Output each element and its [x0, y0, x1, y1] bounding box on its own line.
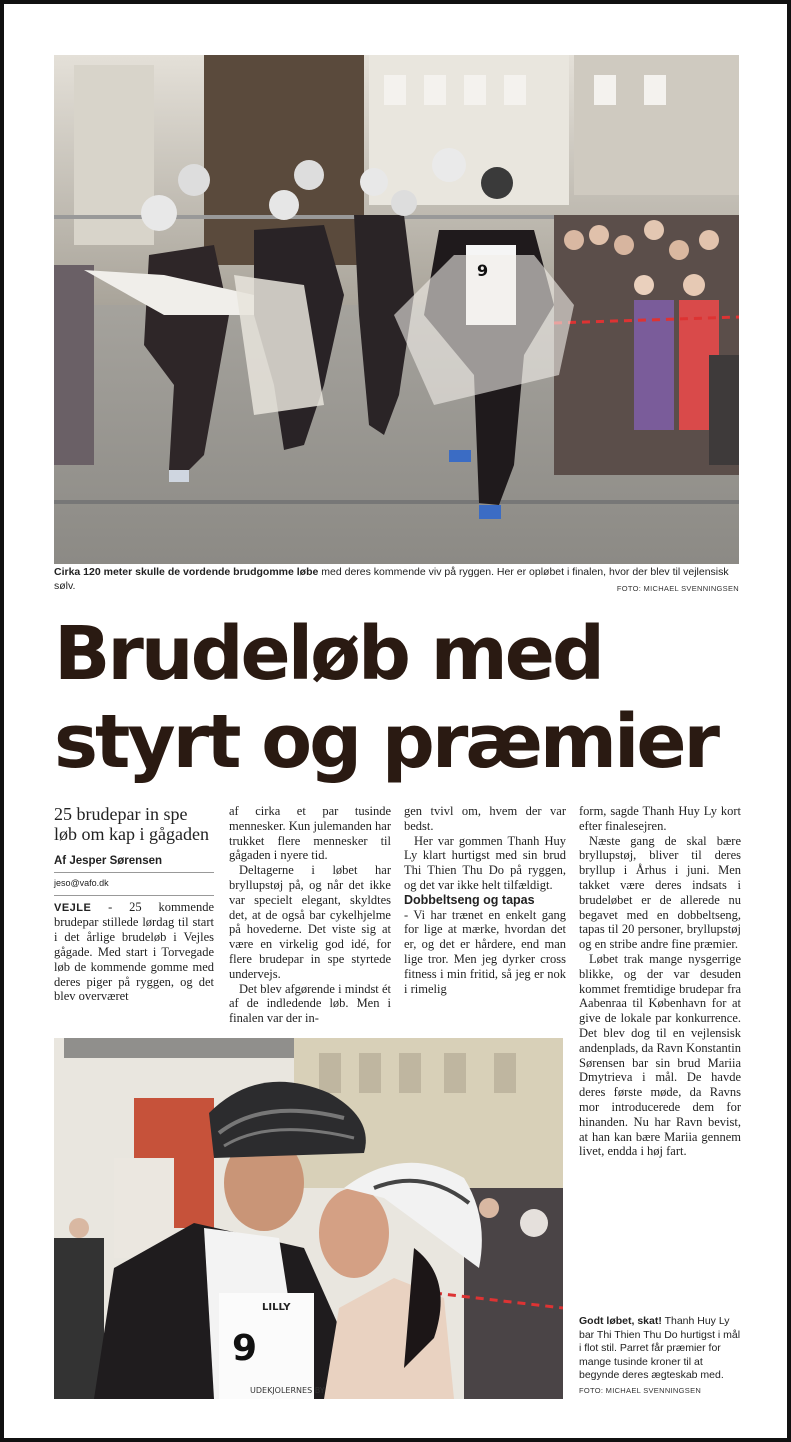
article-column-1: [54, 804, 214, 1004]
body-paragraph: Næste gang de skal bære bryllupstøj, bliver til deres bryllup i Århus i juni. Men takket være deres indsats i brudeløbet er de allerede nu begavet med en dobbeltseng, tapas til 20 personer, bryllupstøj og en stribe andre fine præmier.: [579, 833, 741, 952]
kiss-photo-illustration: [54, 1038, 563, 1399]
byline: Af Jesper Sørensen: [54, 854, 214, 873]
kiss-photo: [54, 1038, 563, 1399]
race-bib-number: 9: [477, 261, 489, 280]
article-column-2: [229, 804, 391, 1026]
article-column-4: [579, 804, 741, 1159]
headline: [54, 610, 744, 786]
body-paragraph: form, sagde Thanh Huy Ly kort efter finalesejren.: [579, 804, 741, 833]
subheadline: 25 brudepar in spe løb om kap i gågaden: [54, 804, 209, 844]
article-column-3: [404, 804, 566, 996]
kiss-bib-name: LILLY: [262, 1302, 291, 1313]
top-caption-lead: Cirka 120 meter skulle de vordende brudgomme løbe: [54, 566, 319, 578]
race-photo-illustration: [54, 55, 739, 564]
body-paragraph: gen tvivl om, hvem der var bedst.: [404, 804, 566, 833]
body-text: - 25 kommende brudepar stillede lørdag til start i det årlige brudeløb i Vejles gågade. Med start i Torvegade løb de kommende gomme med deres piger på ryggen, og det blev overværet: [54, 899, 214, 1004]
top-photo-credit: FOTO: MICHAEL SVENNINGSEN: [616, 584, 739, 593]
body-paragraph: Det blev afgørende i mindst ét af de indledende løb. Men i finalen var der in-: [229, 981, 391, 1026]
headline-line-2: styrt og præmier: [54, 699, 718, 785]
section-heading: Dobbeltseng og tapas: [404, 892, 535, 907]
bottom-caption-lead: Godt løbet, skat!: [579, 1315, 662, 1327]
bottom-photo-caption: [579, 1315, 741, 1397]
newspaper-page: [4, 4, 787, 1438]
body-paragraph: Deltagerne i løbet har bryllupstøj på, og når det ikke var specielt elegant, skyldtes det, at de også bar cykelhjelme på hovederne. Det viste sig at være en virkelig god idé, for flere brudepar in spe styrtede undervejs.: [229, 863, 391, 981]
kiss-bib-footer: UDEKJOLERNES BY: [250, 1386, 325, 1395]
bottom-caption-text: Thanh Huy Ly bar Thi Thien Thu Do hurtigst i mål i flot stil. Parret får præmier for mange tusinde kroner til at begynde deres ægteskab med.: [579, 1315, 741, 1381]
author-email[interactable]: jeso@vafo.dk: [54, 876, 214, 896]
body-paragraph: Løbet trak mange nysgerrige blikke, og der var desuden kommet fremtidige brudepar fra Aabenraa til København for at give de lokale par konkurrence. Det blev dog til en vejlensisk andenplads, da Ravn Konstantin Sørensen bar sin brud Mariia Dmytrieva i mål. De havde deres første møde, da Ravns mor introducerede dem for hinanden. Nu har Ravn bevist, at han kan bære Mariia gennem livet, endda i høj fart.: [579, 951, 741, 1159]
top-caption-text: med deres kommende viv på ryggen. Her er opløbet i finalen, hvor der blev til vejlensisk sølv.: [54, 566, 729, 592]
dateline: VEJLE: [54, 901, 92, 914]
top-photo-caption: [54, 565, 739, 593]
body-paragraph: [54, 900, 214, 1005]
body-paragraph: - Vi har trænet en enkelt gang for lige at mærke, hvordan det er, og det er hårdere, end man lige tror. Men jeg dyrker cross fitness i min fritid, så jeg er nok i rimelig: [404, 907, 566, 996]
body-paragraph: af cirka et par tusinde mennesker. Kun julemanden har trukket flere mennesker til gågaden i nyere tid.: [229, 804, 391, 863]
bottom-photo-credit: FOTO: MICHAEL SVENNINGSEN: [579, 1385, 702, 1395]
headline-line-1: Brudeløb med: [54, 611, 602, 697]
kiss-bib-number: 9: [232, 1328, 258, 1369]
race-photo: [54, 55, 739, 564]
body-paragraph: Her var gommen Thanh Huy Ly klart hurtigst med sin brud Thi Thien Thu Do på ryggen, og det var ikke helt tilfældigt.: [404, 833, 566, 892]
